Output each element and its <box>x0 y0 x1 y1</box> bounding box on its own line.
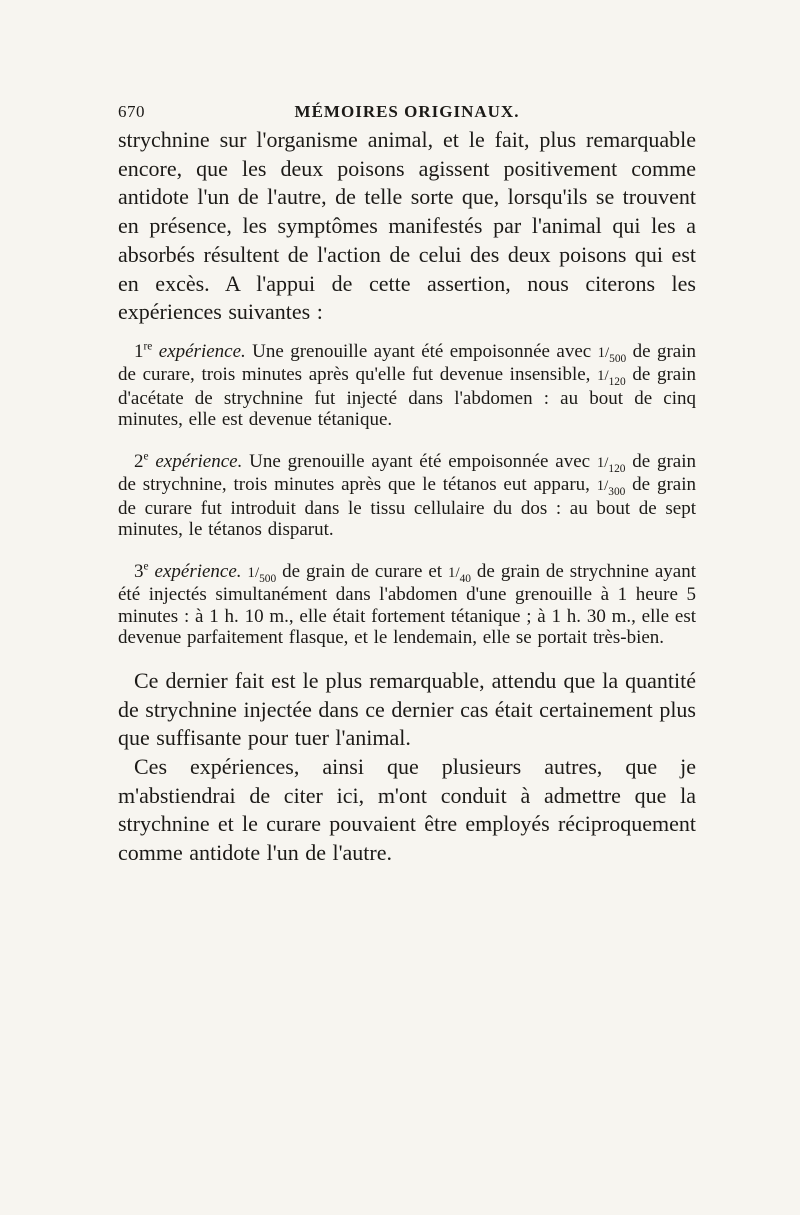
experiment-3-text-c: de grain de strychnine ayant été injectés simultanément dans l'abdomen d'une grenouille à 1 heure 5 minutes : à 1 h. 10 m., elle était fortement tétanique ; à 1 h. 30 m., elle est devenue parfaitement flasque, et le lendemain, elle se portait très-bien. <box>118 560 697 649</box>
experiment-1-text-a: Une grenouille ayant été empoisonnée avec <box>245 340 598 362</box>
experiment-1-ordinal: re <box>143 340 153 353</box>
experiment-2-paragraph <box>118 451 696 541</box>
experiment-2-text-b: de grain de strychnine, trois minutes après que le tétanos eut apparu, <box>118 450 696 496</box>
experiment-1-fraction-a-denominator: 500 <box>609 352 627 365</box>
experiment-1-fraction-b: 1/ <box>597 368 609 385</box>
experiment-1-label: expérience. <box>152 340 246 362</box>
experiment-2-ordinal: e <box>143 450 149 463</box>
experiment-1-fraction-b-denominator: 120 <box>608 376 626 389</box>
experiment-2-fraction-b: 1/ <box>596 478 609 495</box>
experiment-1-number: 1 <box>134 340 144 362</box>
experiment-3-text-b: de grain de curare et <box>276 560 449 582</box>
intro-paragraph: strychnine sur l'organisme animal, et le fait, plus remarquable encore, que les deux poisons agissent positivement comme antidote l'un de l'autre, de telle sorte que, lorsqu'ils se trouvent en présence, les symptômes manifestés par l'animal qui les a absorbés résultent de l'action de celui des deux poisons qui est en excès. A l'appui de cette assertion, nous citerons les expériences suivantes : <box>118 127 696 325</box>
experiment-3-fraction-b-denominator: 40 <box>459 572 471 585</box>
experiment-1-text-b: de grain de curare, trois minutes après qu'elle fut devenue insensible, <box>118 340 696 386</box>
experiment-1-text-c: de grain d'acétate de strychnine fut injecté dans l'abdomen : au bout de cinq minutes, elle est devenue tétanique. <box>118 364 696 431</box>
experiment-1-paragraph <box>118 341 696 431</box>
experiment-2-label: expérience. <box>148 450 243 472</box>
experiment-3-number: 3 <box>134 560 144 582</box>
conclusion-paragraph-2: Ces expériences, ainsi que plusieurs autres, que je m'abstiendrai de citer ici, m'ont conduit à admettre que la strychnine et le curare pouvaient être employés réciproquement comme antidote l'un de l'autre. <box>118 754 696 866</box>
experiment-3-fraction-a-denominator: 500 <box>259 572 277 585</box>
experiment-2-fraction-a-denominator: 120 <box>608 462 626 475</box>
experiment-3-paragraph <box>118 561 696 649</box>
conclusion-paragraph-1: Ce dernier fait est le plus remarquable, attendu que la quantité de strychnine injectée dans ce dernier cas était certainement plus que suffisante pour tuer l'animal. <box>118 667 696 751</box>
experiment-2-fraction-b-denominator: 300 <box>608 486 626 499</box>
running-head: MÉMOIRES ORIGINAUX. <box>294 102 520 121</box>
experiment-2-text-a: Une grenouille ayant été empoisonnée avec <box>242 450 597 472</box>
page-number: 670 <box>118 102 145 121</box>
experiment-3-ordinal: e <box>143 560 149 573</box>
experiment-3-fraction-a: 1/ <box>247 564 260 581</box>
experiment-2-text-c: de grain de curare fut introduit dans le tissu cellulaire du dos : au bout de sept minutes, le tétanos disparut. <box>118 474 696 541</box>
experiment-2-fraction-a: 1/ <box>596 454 609 471</box>
experiment-1-fraction-a: 1/ <box>597 344 610 361</box>
experiment-2-number: 2 <box>134 450 144 472</box>
experiment-3-fraction-b: 1/ <box>448 564 460 581</box>
experiment-3-label: expérience. <box>148 560 242 582</box>
page <box>118 96 696 868</box>
page-header <box>118 96 696 126</box>
